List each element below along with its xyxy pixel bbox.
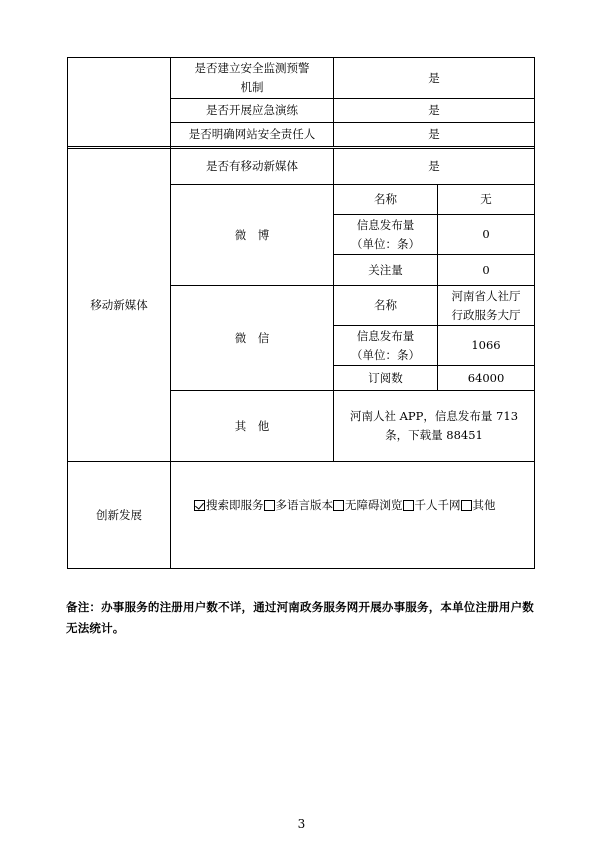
weibo-followers-label: 关注量 <box>368 262 403 277</box>
weibo-posts-value: 0 <box>482 227 490 241</box>
wechat-posts-label: 信息发布量 （单位：条） <box>351 328 420 362</box>
wechat-subscribers-label: 订阅数 <box>368 370 403 385</box>
weibo-followers-value: 0 <box>482 262 490 277</box>
section-label-innovation: 创新发展 <box>96 507 142 522</box>
other-label: 其 他 <box>234 418 270 433</box>
row-label-monitoring-warning: 是否建立安全监测预警 机制 <box>194 61 310 94</box>
innovation-option-label: 搜索即服务 <box>206 498 264 512</box>
weibo-label: 微 博 <box>234 227 270 242</box>
innovation-option[interactable] <box>461 497 496 513</box>
innovation-option[interactable] <box>264 497 334 513</box>
wechat-name-label: 名称 <box>374 298 397 312</box>
innovation-option-label: 无障碍浏览 <box>345 498 403 512</box>
innovation-option[interactable] <box>403 497 461 513</box>
wechat-subscribers-value: 64000 <box>467 370 505 385</box>
weibo-name-label: 名称 <box>374 192 397 206</box>
wechat-label: 微 信 <box>234 330 270 345</box>
innovation-option-label: 其他 <box>472 498 496 512</box>
row-label-has-mobile: 是否有移动新媒体 <box>206 159 298 173</box>
table-border-right <box>534 57 535 569</box>
innovation-option[interactable] <box>333 497 403 513</box>
innovation-options <box>194 497 534 513</box>
innovation-option-label: 千人千网 <box>414 498 461 512</box>
innovation-option-label: 多语言版本 <box>275 498 333 512</box>
page-number: 3 <box>297 817 306 831</box>
row-value-emergency-drill: 是 <box>428 103 440 117</box>
weibo-name-value: 无 <box>480 192 492 206</box>
wechat-posts-value: 1066 <box>471 338 501 352</box>
wechat-name-value: 河南省人社厅 行政服务大厅 <box>451 288 521 322</box>
table-divider <box>67 146 535 147</box>
section-label-mobile-media: 移动新媒体 <box>90 297 148 312</box>
checkbox-icon[interactable] <box>403 500 414 511</box>
row-value-has-mobile: 是 <box>428 159 440 173</box>
checkbox-icon[interactable] <box>264 500 275 511</box>
row-label-security-person: 是否明确网站安全责任人 <box>188 127 316 141</box>
checkbox-icon[interactable] <box>333 500 344 511</box>
row-label-emergency-drill: 是否开展应急演练 <box>206 103 298 117</box>
row-value-security-person: 是 <box>428 127 440 141</box>
footnote: 备注：办事服务的注册用户数不详，通过河南政务服务网开展办事服务，本单位注册用户数无法统计。 <box>66 600 534 635</box>
innovation-option[interactable] <box>194 497 264 513</box>
table-border-bottom <box>67 568 535 569</box>
checkbox-icon[interactable] <box>461 500 472 511</box>
row-value-monitoring-warning: 是 <box>428 70 440 85</box>
weibo-posts-label: 信息发布量 （单位：条） <box>351 217 420 251</box>
other-value: 河南人社 APP，信息发布量 713 条，下载量 88451 <box>349 409 519 442</box>
checkbox-checked-icon[interactable] <box>194 500 205 511</box>
